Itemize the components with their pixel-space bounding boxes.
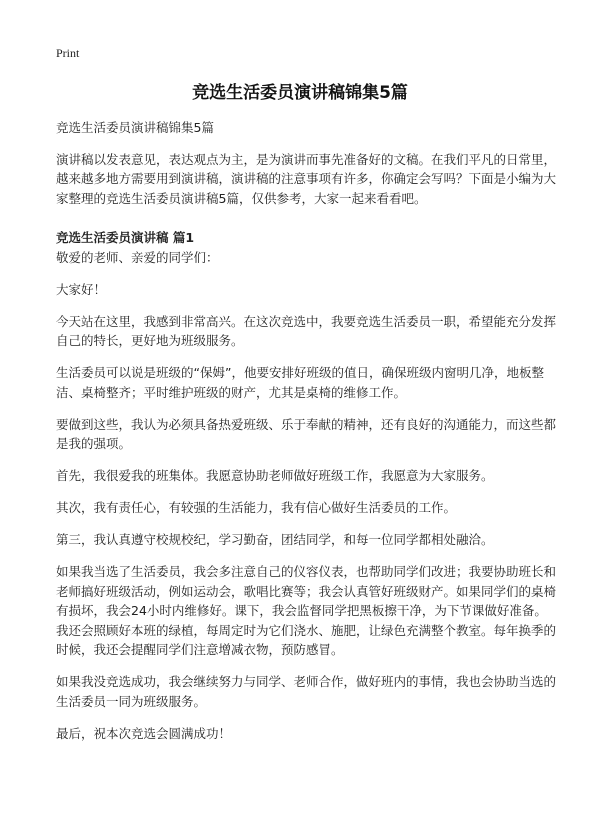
paragraph: 其次，我有责任心，有较强的生活能力，我有信心做好生活委员的工作。 — [56, 500, 457, 515]
paragraph-greeting: 敬爱的老师、亲爱的同学们： — [56, 249, 219, 265]
paragraph: 今天站在这里，我感到非常高兴。在这次竞选中，我要竞选生活委员一职，希望能充分发挥自己的特长，更好地为班级服务。 — [56, 313, 557, 348]
article-subtitle: 竞选生活委员演讲稿锦集5篇 — [56, 120, 214, 135]
paragraph: 生活委员可以说是班级的“保姆”，他要安排好班级的值日，确保班级内窗明几净，地板整洁、桌椅整齐；平时维护班级的财产，尤其是桌椅的维修工作。 — [56, 365, 544, 400]
paragraph: 要做到这些，我认为必须具备热爱班级、乐于奉献的精神，还有良好的沟通能力，而这些都是我的强项。 — [56, 416, 557, 451]
print-link[interactable]: Print — [56, 46, 80, 60]
paragraph: 第三，我认真遵守校规校纪，学习勤奋，团结同学，和每一位同学都相处融洽。 — [56, 532, 494, 547]
paragraph-closing: 最后，祝本次竞选会圆满成功！ — [56, 725, 232, 741]
article-intro: 演讲稿以发表意见，表达观点为主，是为演讲而事先准备好的文稿。在我们平凡的日常里，越来越多地方需要用到演讲稿，演讲稿的注意事项有许多，你确定会写吗？下面是小编为大家整理的竞选生活委员演讲稿5篇，仅供参考，大家一起来看看吧。 — [56, 151, 557, 206]
paragraph: 如果我没竞选成功，我会继续努力与同学、老师合作，做好班内的事情，我也会协助当选的生活委员一同为班级服务。 — [56, 674, 557, 709]
paragraph: 如果我当选了生活委员，我会多注意自己的仪容仪表，也帮助同学们改进；我要协助班长和老师搞好班级活动，例如运动会，歌唱比赛等；我会认真管好班级财产。如果同学们的桌椅有损坏，我会24小时内维修好。课下，我会监督同学把黑板擦干净，为下节课做好准备。我还会照顾好本班的绿植，每周定时为它们浇水、施肥，让绿色充满整个教室。每年换季的时候，我还会提醒同学们注意增减衣物，预防感冒。 — [56, 564, 557, 657]
section-heading: 竞选生活委员演讲稿 篇1 — [56, 230, 195, 245]
paragraph: 首先，我很爱我的班集体。我愿意协助老师做好班级工作，我愿意为大家服务。 — [56, 468, 494, 483]
paragraph-hello: 大家好！ — [56, 281, 107, 297]
page-title: 竞选生活委员演讲稿锦集5篇 — [192, 83, 408, 103]
article-body — [56, 118, 556, 756]
